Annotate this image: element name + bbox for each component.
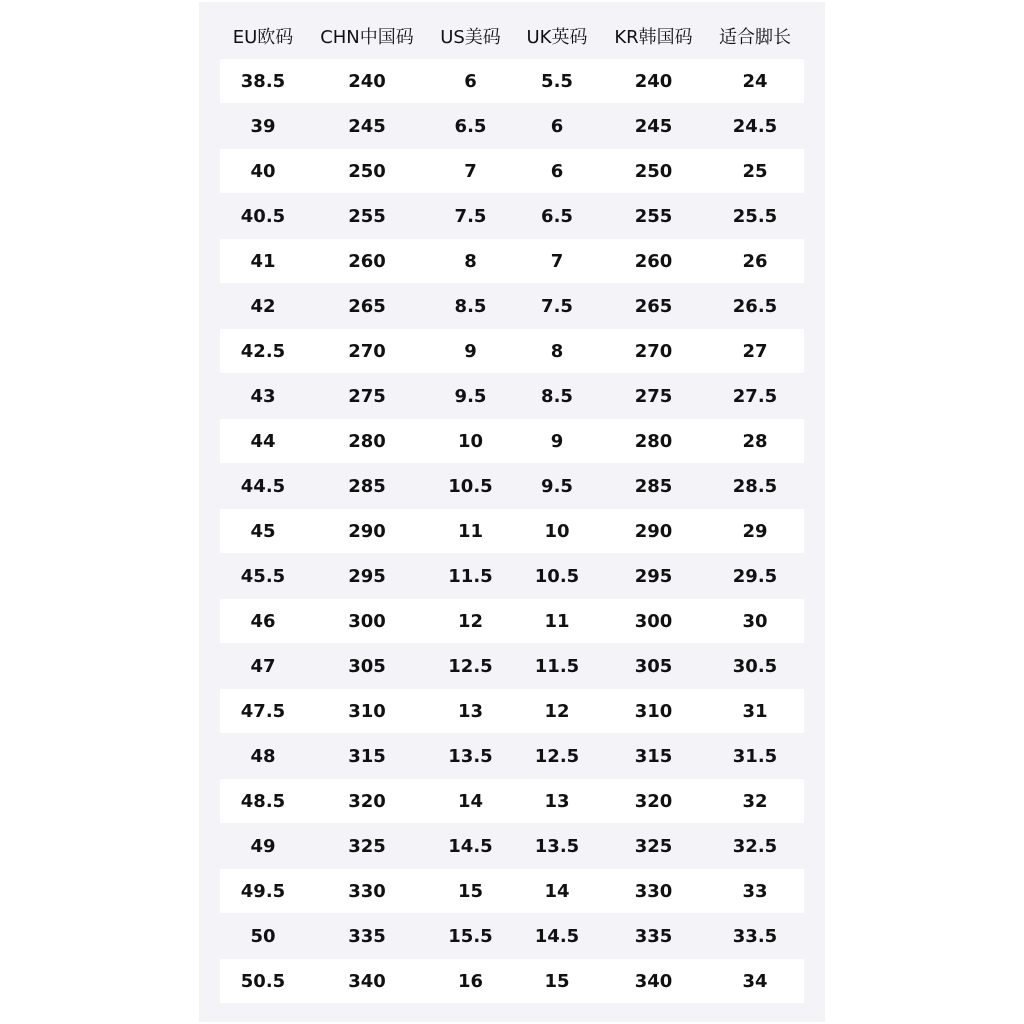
cell-kr: 265 xyxy=(634,296,673,317)
cell-us: 14 xyxy=(457,790,484,812)
cell-chn: 280 xyxy=(348,430,386,452)
table-row xyxy=(220,509,804,553)
table-row xyxy=(220,284,804,329)
cell-uk: 6.5 xyxy=(541,206,573,227)
table-row xyxy=(220,239,804,283)
cell-eu: 49 xyxy=(250,836,276,857)
cell-chn: 255 xyxy=(348,206,386,227)
cell-foot-length: 32.5 xyxy=(732,836,778,857)
cell-foot-length: 32 xyxy=(742,790,768,812)
table-row xyxy=(220,824,804,869)
cell-foot-length: 31.5 xyxy=(732,746,778,767)
cell-chn: 335 xyxy=(348,926,386,947)
cell-eu: 43 xyxy=(250,386,276,407)
cell-kr: 250 xyxy=(634,160,673,182)
table-row xyxy=(220,194,804,239)
cell-kr: 310 xyxy=(634,700,673,722)
table-row xyxy=(220,644,804,689)
cell-eu: 48 xyxy=(250,746,276,767)
cell-us: 7 xyxy=(464,160,477,182)
cell-chn: 250 xyxy=(348,160,386,182)
table-row xyxy=(220,599,804,643)
cell-kr: 305 xyxy=(634,656,673,677)
cell-us: 12 xyxy=(457,610,484,632)
cell-uk: 9 xyxy=(550,430,564,452)
cell-kr: 245 xyxy=(634,116,673,137)
cell-eu: 49.5 xyxy=(240,880,286,902)
cell-foot-length: 33.5 xyxy=(732,926,778,947)
table-row xyxy=(220,149,804,193)
cell-uk: 6 xyxy=(550,116,564,137)
table-row xyxy=(220,734,804,779)
size-chart-panel xyxy=(199,2,825,1022)
table-row xyxy=(220,779,804,823)
table-body xyxy=(220,59,804,1004)
cell-us: 12.5 xyxy=(448,656,493,677)
cell-kr: 325 xyxy=(634,836,673,857)
cell-kr: 290 xyxy=(634,520,673,542)
cell-uk: 14.5 xyxy=(534,926,580,947)
header-eu: EU欧码 xyxy=(232,27,294,48)
cell-chn: 315 xyxy=(348,746,386,767)
cell-chn: 300 xyxy=(348,610,386,632)
cell-uk: 7 xyxy=(550,250,564,272)
cell-eu: 47.5 xyxy=(240,700,286,722)
cell-us: 9 xyxy=(464,340,477,362)
cell-us: 8 xyxy=(464,250,477,272)
cell-chn: 325 xyxy=(348,836,386,857)
cell-uk: 11.5 xyxy=(534,656,580,677)
cell-kr: 255 xyxy=(634,206,673,227)
cell-us: 8.5 xyxy=(454,296,487,317)
cell-eu: 45.5 xyxy=(240,566,286,587)
cell-chn: 265 xyxy=(348,296,386,317)
cell-uk: 9.5 xyxy=(541,476,573,497)
cell-kr: 285 xyxy=(634,476,673,497)
cell-us: 11.5 xyxy=(448,566,493,587)
cell-us: 13.5 xyxy=(448,746,493,767)
cell-kr: 340 xyxy=(634,970,673,992)
cell-eu: 50.5 xyxy=(240,970,286,992)
table-row xyxy=(220,959,804,1003)
cell-foot-length: 29 xyxy=(742,520,768,542)
cell-foot-length: 27 xyxy=(742,340,768,362)
cell-us: 14.5 xyxy=(448,836,493,857)
cell-chn: 240 xyxy=(348,70,386,92)
cell-foot-length: 25.5 xyxy=(732,206,778,227)
cell-kr: 295 xyxy=(634,566,673,587)
cell-eu: 48.5 xyxy=(240,790,286,812)
cell-uk: 10.5 xyxy=(534,566,580,587)
cell-chn: 245 xyxy=(348,116,386,137)
cell-kr: 260 xyxy=(634,250,673,272)
table-row xyxy=(220,554,804,599)
cell-foot-length: 26 xyxy=(742,250,768,272)
cell-eu: 50 xyxy=(250,926,276,947)
cell-chn: 310 xyxy=(348,700,386,722)
cell-kr: 240 xyxy=(634,70,673,92)
cell-eu: 46 xyxy=(250,610,276,632)
table-row xyxy=(220,329,804,373)
cell-eu: 42 xyxy=(250,296,276,317)
cell-foot-length: 28.5 xyxy=(732,476,778,497)
header-chn: CHN中国码 xyxy=(320,27,414,48)
cell-foot-length: 26.5 xyxy=(732,296,778,317)
table-row xyxy=(220,104,804,149)
cell-chn: 295 xyxy=(348,566,386,587)
cell-us: 15 xyxy=(457,880,484,902)
cell-uk: 10 xyxy=(544,520,570,542)
header-foot-length: 适合脚长 xyxy=(719,27,791,48)
cell-us: 11 xyxy=(457,520,484,542)
cell-eu: 44 xyxy=(250,430,276,452)
cell-foot-length: 24 xyxy=(742,70,768,92)
cell-foot-length: 27.5 xyxy=(732,386,778,407)
cell-uk: 13 xyxy=(544,790,570,812)
cell-uk: 11 xyxy=(544,610,570,632)
cell-us: 6 xyxy=(464,70,477,92)
header-uk: UK英码 xyxy=(526,27,588,48)
cell-uk: 12.5 xyxy=(534,746,580,767)
cell-foot-length: 28 xyxy=(742,430,768,452)
cell-eu: 41 xyxy=(250,250,276,272)
cell-uk: 6 xyxy=(550,160,564,182)
table-row xyxy=(220,374,804,419)
cell-us: 7.5 xyxy=(454,206,487,227)
cell-chn: 290 xyxy=(348,520,386,542)
table-row xyxy=(220,419,804,463)
cell-chn: 270 xyxy=(348,340,386,362)
cell-chn: 320 xyxy=(348,790,386,812)
cell-uk: 13.5 xyxy=(534,836,580,857)
cell-chn: 330 xyxy=(348,880,386,902)
cell-eu: 45 xyxy=(250,520,276,542)
cell-uk: 14 xyxy=(544,880,570,902)
cell-foot-length: 33 xyxy=(742,880,768,902)
table-row xyxy=(220,59,804,103)
cell-us: 15.5 xyxy=(448,926,493,947)
cell-eu: 40.5 xyxy=(240,206,286,227)
cell-foot-length: 30.5 xyxy=(732,656,778,677)
cell-uk: 5.5 xyxy=(541,70,573,92)
cell-us: 10.5 xyxy=(448,476,493,497)
cell-foot-length: 30 xyxy=(742,610,768,632)
cell-uk: 15 xyxy=(544,970,570,992)
cell-uk: 8.5 xyxy=(541,386,573,407)
table-row xyxy=(220,869,804,913)
table-row xyxy=(220,464,804,509)
cell-kr: 335 xyxy=(634,926,673,947)
header-us: US美码 xyxy=(440,27,501,48)
cell-foot-length: 29.5 xyxy=(732,566,778,587)
cell-us: 16 xyxy=(457,970,484,992)
cell-chn: 305 xyxy=(348,656,386,677)
header-kr: KR韩国码 xyxy=(614,27,693,48)
cell-us: 6.5 xyxy=(454,116,487,137)
cell-kr: 300 xyxy=(634,610,673,632)
cell-eu: 44.5 xyxy=(240,476,286,497)
cell-eu: 39 xyxy=(250,116,276,137)
cell-foot-length: 31 xyxy=(742,700,768,722)
cell-kr: 330 xyxy=(634,880,673,902)
table-header xyxy=(220,14,804,58)
cell-chn: 275 xyxy=(348,386,386,407)
cell-eu: 40 xyxy=(250,160,276,182)
cell-eu: 47 xyxy=(250,656,276,677)
cell-foot-length: 34 xyxy=(742,970,768,992)
cell-chn: 260 xyxy=(348,250,386,272)
cell-kr: 315 xyxy=(634,746,673,767)
cell-chn: 285 xyxy=(348,476,386,497)
table-row xyxy=(220,689,804,733)
cell-kr: 320 xyxy=(634,790,673,812)
cell-foot-length: 24.5 xyxy=(732,116,778,137)
cell-uk: 7.5 xyxy=(541,296,573,317)
cell-us: 13 xyxy=(457,700,484,722)
table-row xyxy=(220,914,804,959)
cell-kr: 280 xyxy=(634,430,673,452)
cell-us: 9.5 xyxy=(454,386,487,407)
cell-kr: 270 xyxy=(634,340,673,362)
cell-eu: 42.5 xyxy=(240,340,286,362)
cell-chn: 340 xyxy=(348,970,386,992)
cell-uk: 12 xyxy=(544,700,570,722)
cell-foot-length: 25 xyxy=(742,160,768,182)
cell-us: 10 xyxy=(457,430,484,452)
cell-uk: 8 xyxy=(550,340,564,362)
cell-kr: 275 xyxy=(634,386,673,407)
cell-eu: 38.5 xyxy=(240,70,286,92)
